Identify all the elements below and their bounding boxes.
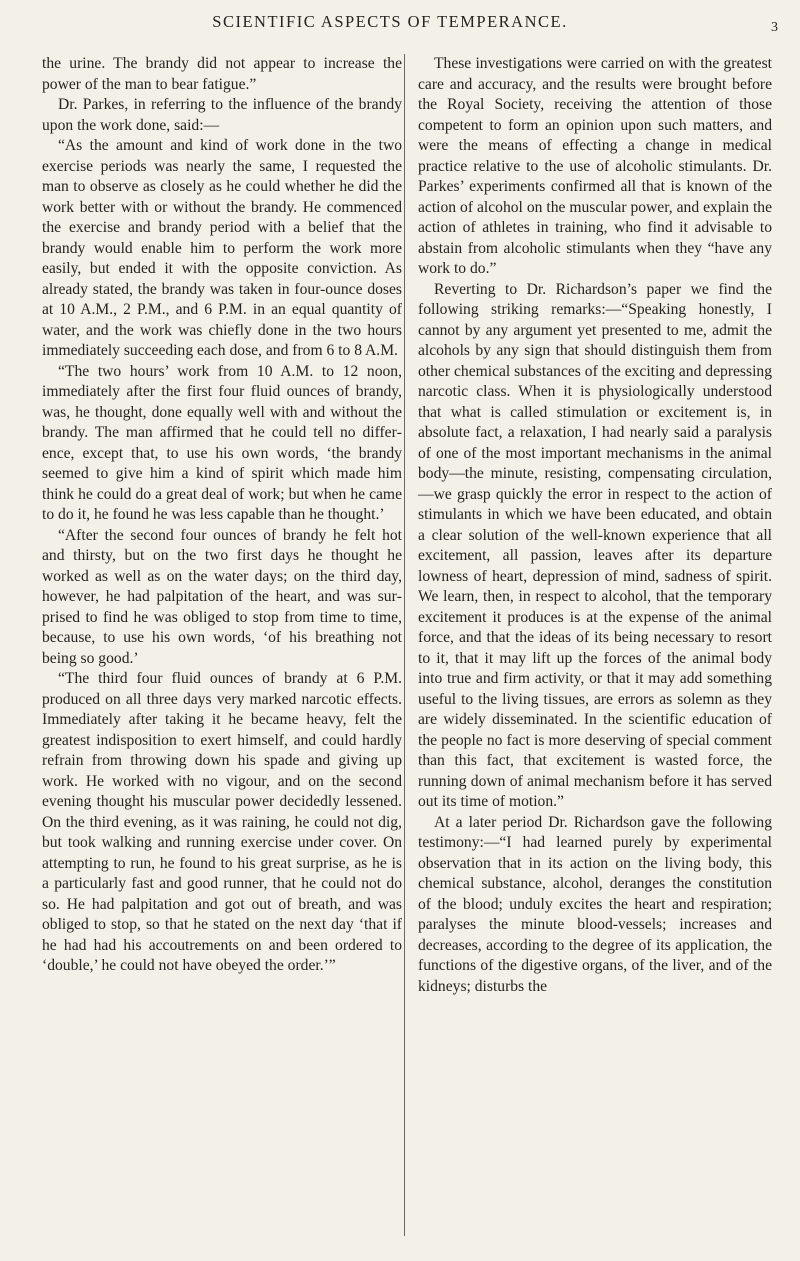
paragraph: “The third four fluid ounces of brandy at 6 P.M. produced on all three days very marked narcotic effects. Immediately after taking it he became heavy, felt the greatest indisposition to exert himself, and could hardly refrain from throwing down his spade and giving up work. He worked with no vigour, and on the second evening thought his muscular power decidedly lessened. On the third evening, as it was raining, he could not dig, but took walking and running exercise under cover. On attempting to run, he found to his great surprise, as he is a particularly fast and good runner, that he could not do so. He had palpitation and got out of breath, and was obliged to stop, so that he stated on the next day ‘that if he had had his accoutrements on and been ordered to ‘double,’ he could not have obeyed the order.’”: [42, 670, 402, 974]
column-divider: [404, 54, 405, 1236]
paragraph: Reverting to Dr. Richardson’s paper we find the following striking remarks:—“Speaking honestly, I cannot by any argument yet presented to me, admit the alcohols by any sign that should distinguish them from other chemical substances of the exciting and depressing narcotic class. When it is physiologically understood that what is called stimulation or excitement is, in absolute fact, a relaxation, I had nearly said a paralysis of one of the most important mechanisms in the animal body—the minute, resisting, compensating circulation,—we grasp quickly the error in respect to the action of stimulants in which we have been educated, and obtain a clear solution of the well-known experience that all excitement, all passion, leaves after its departure lowness of heart, depression of mind, sadness of spirit. We learn, then, in respect to alcohol, that the temporary excitement it produces is at the expense of the animal force, and that the ideas of its being necessary to resort to it, that it may lift up the forces of the animal body into true and firm activity, or that it may add something useful to the living tissues, are errors as solemn as they are widely disseminated. In the scientific education of the people no fact is more deserving of special comment than this fact, that excitement is wasted force, the running down of animal mechanism before it has served out its time of motion.”: [418, 280, 772, 810]
paragraph: “The two hours’ work from 10 A.M. to 12 noon, immediately after the first four fluid ounces of brandy, was, he thought, done equally well with and without the brandy. The man affirmed that he could tell no difference, except that, to use his own words, ‘the brandy seemed to give him a kind of spirit which made him think he could do a great deal of work; but when he came to do it, he found he was less capable than he thought.’: [42, 362, 402, 523]
paragraph: the urine. The brandy did not appear to increase the power of the man to bear fatigue.”: [42, 55, 402, 93]
right-column: [418, 54, 772, 997]
paragraph: At a later period Dr. Richardson gave the following testimony:—“I had learned purely by experimental observation that in its action on the living body, this chemical substance, alcohol, deranges the constitution of the blood; unduly excites the heart and respiration; paralyses the minute blood-vessels; increases and decreases, according to the degree of its application, the functions of the digestive organs, of the liver, and of the kidneys; disturbs the: [418, 813, 772, 995]
page-number: 3: [771, 20, 778, 35]
paragraph: “After the second four ounces of brandy he felt hot and thirsty, but on the two first days he thought he worked as well as on the water days; on the third day, however, he had palpitation of the heart, and was surprised to find he was obliged to stop from time to time, because, to use his own words, ‘of his breathing not being so good.’: [42, 526, 402, 667]
paragraph: “As the amount and kind of work done in the two exercise periods was nearly the same, I requested the man to observe as closely as he could whether he did the work better with or without the brandy. He commenced the exercise and brandy period with a belief that the brandy would enable him to perform the work more easily, but ended it with the opposite conviction. As already stated, the brandy was taken in four-ounce doses at 10 A.M., 2 P.M., and 6 P.M. in an equal quantity of water, and the work was chiefly done in the two hours immediately succeeding each dose, and from 6 to 8 A.M.: [42, 137, 402, 359]
left-column: [42, 54, 402, 977]
running-title: SCIENTIFIC ASPECTS OF TEMPERANCE.: [212, 12, 568, 31]
paragraph: These investigations were carried on with the greatest care and accuracy, and the results were brought before the Royal Society, receiving the attention of those competent to form an opinion upon such matters, and were the means of effecting a change in medical practice relative to the use of alcoholic stimulants. Dr. Parkes’ experiments confirmed all that is known of the action of alcohol on the muscular power, and explain the action of athletes in training, who find it advisable to abstain from alcoholic stimulants when they “have any work to do.”: [418, 55, 772, 277]
running-header: [20, 12, 760, 32]
paragraph: Dr. Parkes, in referring to the influence of the brandy upon the work done, said:—: [42, 96, 402, 134]
